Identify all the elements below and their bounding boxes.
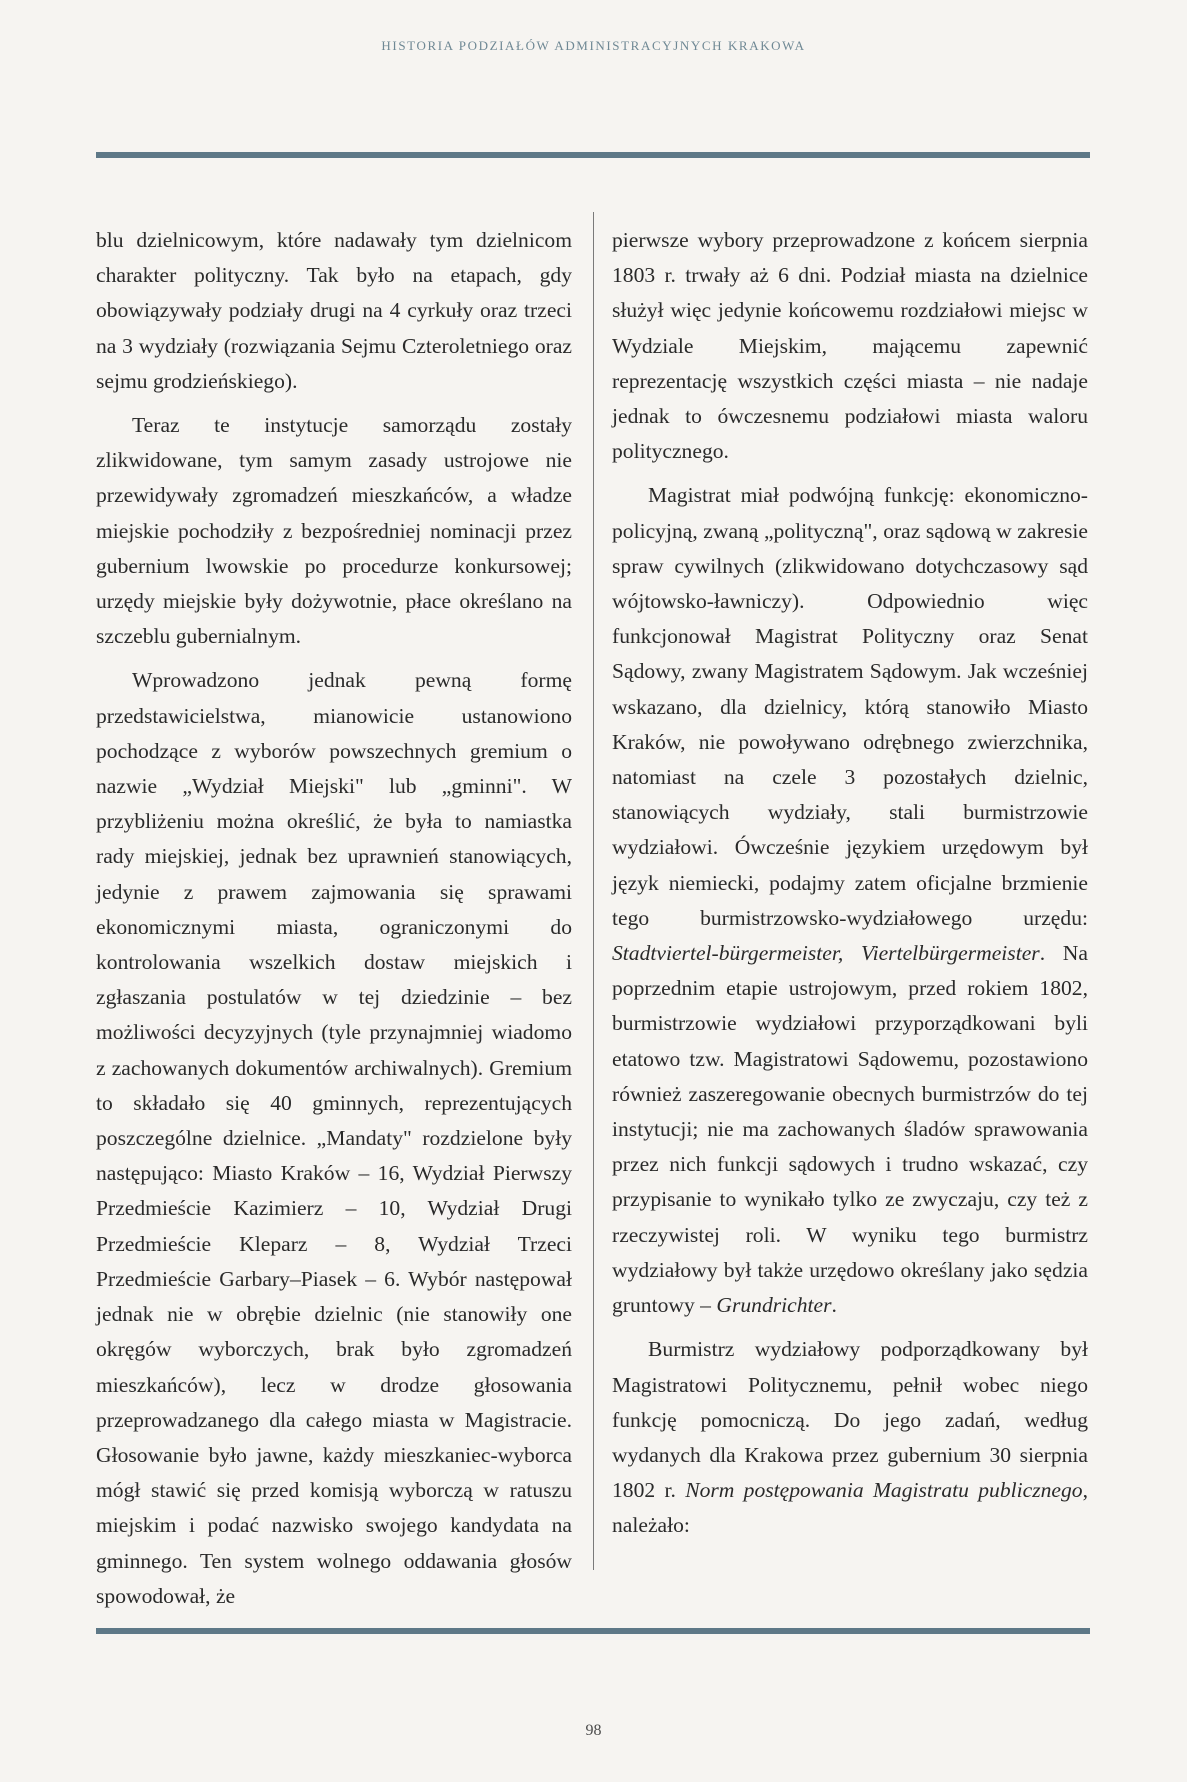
top-rule (96, 152, 1090, 158)
paragraph (612, 1332, 1088, 1543)
column-divider (593, 212, 594, 1570)
paragraph (612, 478, 1088, 1323)
text-run: . (831, 1293, 837, 1318)
left-column (96, 223, 572, 1614)
text-run: Burmistrz wydziałowy podporządkowany był Magistratowi Politycznemu, pełnił wobec niego funkcję pomocniczą. Do jego zadań, według wydanych dla Krakowa przez gubernium 30 sierpnia 1802 r. (612, 1337, 1088, 1503)
text-run: Magistrat miał podwójną funkcję: ekonomiczno-policyjną, zwaną „polityczną", oraz sądową w zakresie spraw cywilnych (zlikwidowano dotychczasowy sąd wójtowsko-ławniczy). Odpowiednio więc funkcjonował Magistrat Polityczny oraz Senat Sądowy, zwany Magistratem Sądowym. Jak wcześniej wskazano, dla dzielnicy, którą stanowiło Miasto Kraków, nie powoływano odrębnego zwierzchnika, natomiast na czele 3 pozostałych dzielnic, stanowiących wydziały, stali burmistrzowie wydziałowi. Ówcześnie językiem urzędowym był język niemiecki, podajmy zatem oficjalne brzmienie tego burmistrzowsko-wydziałowego urzędu: (612, 483, 1088, 930)
text-run: , należało: (612, 1478, 1088, 1538)
right-column (612, 223, 1088, 1544)
paragraph: pierwsze wybory przeprowadzone z końcem sierpnia 1803 r. trwały aż 6 dni. Podział miasta na dzielnice służył więc jedynie końcowemu rozdziałowi miejsc w Wydziale Miejskim, mającemu zapewnić reprezentację wszystkich części miasta – nie nadaje jednak to ówczesnemu podziałowi miasta waloru politycznego. (612, 228, 1088, 464)
bottom-rule (96, 1628, 1090, 1634)
paragraph: Wprowadzono jednak pewną formę przedstawicielstwa, mianowicie ustanowiono pochodzące z wyborów powszechnych gremium o nazwie „Wydział Miejski" lub „gminni". W przybliżeniu można określić, że była to namiastka rady miejskiej, jednak bez uprawnień stanowiących, jedynie z prawem zajmowania się sprawami ekonomicznymi miasta, ograniczonymi do kontrolowania wszelkich dostaw miejskich i zgłaszania postulatów w tej dziedzinie – bez możliwości decyzyjnych (tyle przynajmniej wiadomo z zachowanych dokumentów archiwalnych). Gremium to składało się 40 gminnych, reprezentujących poszczególne dzielnice. „Mandaty" rozdzielone były następująco: Miasto Kraków – 16, Wydział Pierwszy Przedmieście Kazimierz – 10, Wydział Drugi Przedmieście Kleparz – 8, Wydział Trzeci Przedmieście Garbary–Piasek – 6. Wybór następował jednak nie w obrębie dzielnic (nie stanowiły one okręgów wyborczych, brak było zgromadzeń mieszkańców), lecz w drodze głosowania przeprowadzanego dla całego miasta w Magistracie. Głosowanie było jawne, każdy mieszkaniec-wyborca mógł stawić się przed komisją wyborczą w ratuszu miejskim i podać nazwisko swojego kandydata na gminnego. Ten system wolnego oddawania głosów spowodował, że (96, 668, 572, 1608)
text-run: . Na poprzednim etapie ustrojowym, przed rokiem 1802, burmistrzowie wydziałowi przyporządkowani byli etatowo tzw. Magistratowi Sądowemu, pozostawiono również zaszeregowanie obecnych burmistrzów do tej instytucji; nie ma zachowanych śladów sprawowania przez nich funkcji sądowych i trudno wskazać, czy przypisanie to wynikało tylko ze zwyczaju, czy też z rzeczywistej roli. W wyniku tego burmistrz wydziałowy był także urzędowo określany jako sędzia gruntowy – (612, 941, 1088, 1318)
paragraph: blu dzielnicowym, które nadawały tym dzielnicom charakter polityczny. Tak było na etapach, gdy obowiązywały podziały drugi na 4 cyrkuły oraz trzeci na 3 wydziały (rozwiązania Sejmu Czteroletniego oraz sejmu grodzieńskiego). (96, 228, 572, 393)
running-header: HISTORIA PODZIAŁÓW ADMINISTRACYJNYCH KRAKOWA (381, 38, 806, 53)
page-number: 98 (585, 1722, 602, 1739)
italic-term: Grundrichter (716, 1293, 832, 1318)
italic-term: Stadtviertel-bürgermeister, Viertelbürgermeister (612, 941, 1040, 966)
italic-term: Norm postępowania Magistratu publicznego (685, 1478, 1083, 1503)
paragraph: Teraz te instytucje samorządu zostały zlikwidowane, tym samym zasady ustrojowe nie przewidywały zgromadzeń mieszkańców, a władze miejskie pochodziły z bezpośredniej nominacji przez gubernium lwowskie po procedurze konkursowej; urzędy miejskie były dożywotnie, płace określano na szczeblu gubernialnym. (96, 413, 572, 649)
